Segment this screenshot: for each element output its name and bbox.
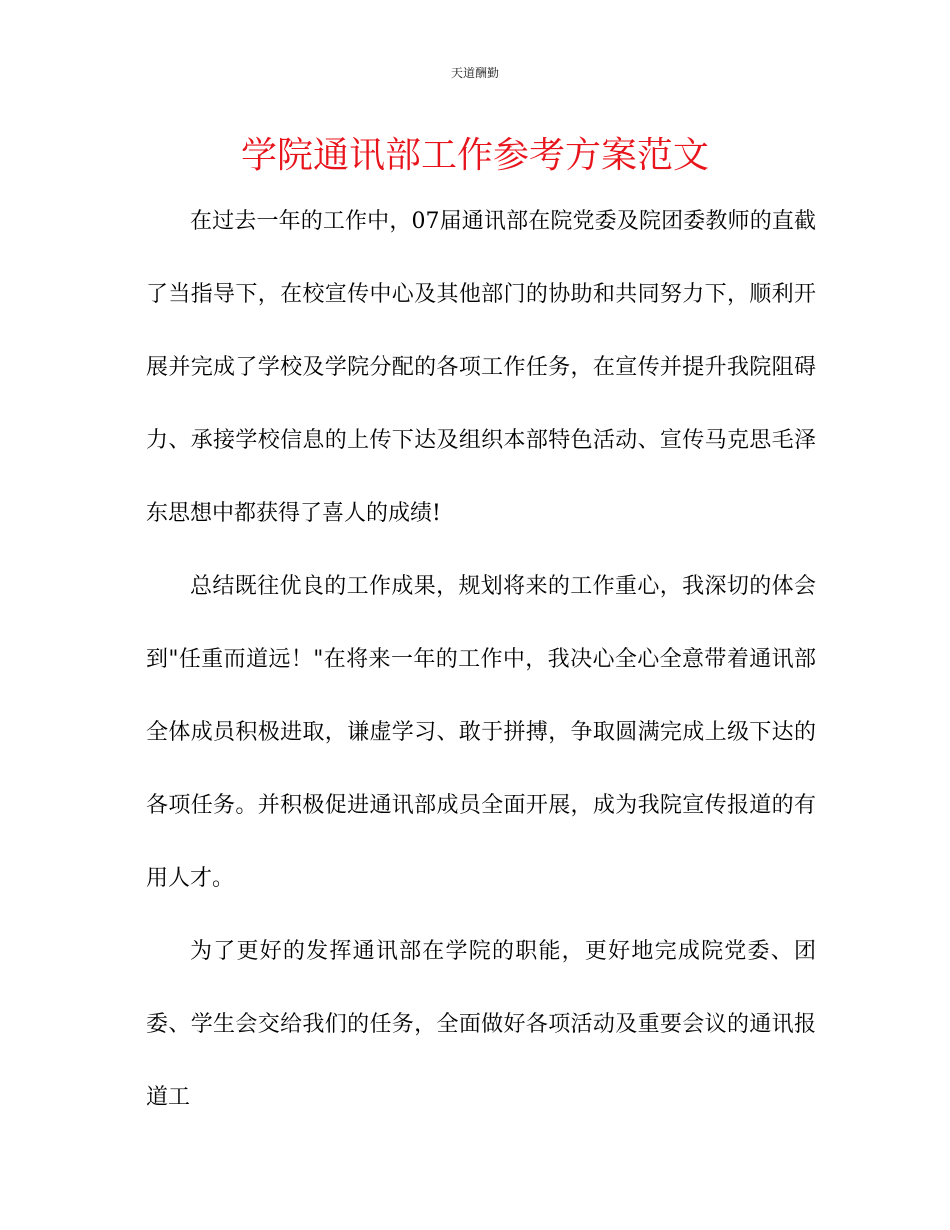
paragraph-2: 总结既往优良的工作成果，规划将来的工作重心，我深切的体会到"任重而道远！"在将来一年的工作中，我决心全心全意带着通讯部全体成员积极进取，谦虚学习、敢于拼搏，争取圆满完成上级下达的各项任务。并积极促进通讯部成员全面开展，成为我院宣传报道的有用人才。 (146, 574, 816, 891)
paragraph-1: 在过去一年的工作中，07届通讯部在院党委及院团委教师的直截了当指导下，在校宣传中心及其他部门的协助和共同努力下，顺利开展并完成了学校及学院分配的各项工作任务，在宣传并提升我院阻碍力、承接学校信息的上传下达及组织本部特色活动、宣传马克思毛泽东思想中都获得了喜人的成绩! (146, 209, 816, 526)
paragraph-3: 为了更好的发挥通讯部在学院的职能，更好地完成院党委、团委、学生会交给我们的任务，全面做好各项活动及重要会议的通讯报道工 (146, 939, 816, 1110)
document-title: 学院通讯部工作参考方案范文 (240, 135, 709, 176)
document-body (146, 185, 816, 1134)
page-header: 天道酬勤 (450, 66, 499, 80)
